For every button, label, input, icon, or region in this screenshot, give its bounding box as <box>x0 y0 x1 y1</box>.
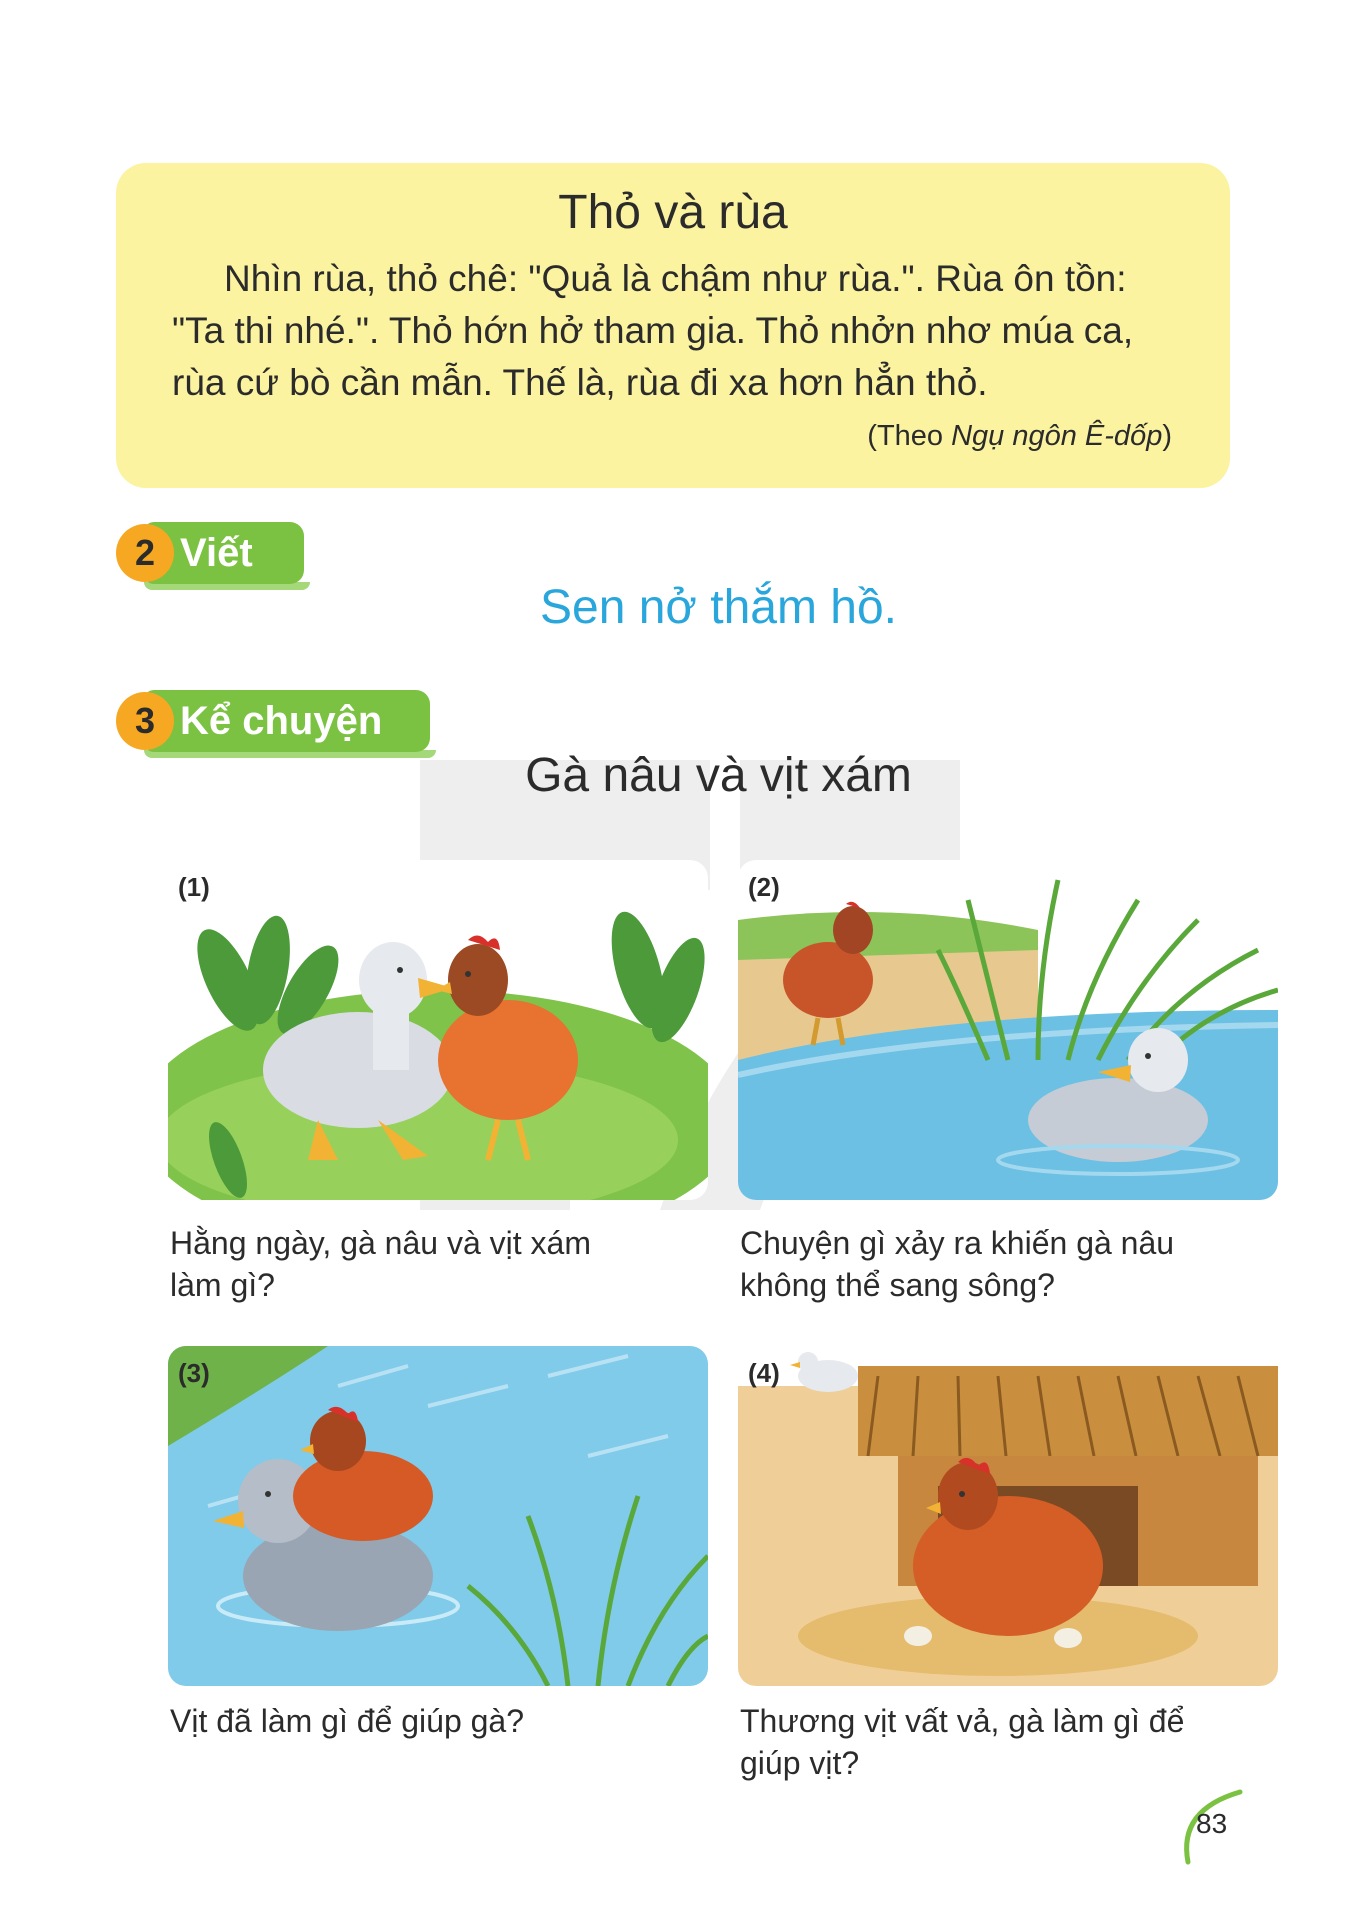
caption-line: làm gì? <box>170 1267 275 1303</box>
panel-2-illustration <box>738 860 1278 1200</box>
caption-line: Vịt đã làm gì để giúp gà? <box>170 1703 525 1739</box>
caption-line: giúp vịt? <box>740 1745 860 1781</box>
panel-4-caption <box>740 1700 1230 1784</box>
caption-line: Hằng ngày, gà nâu và vịt xám <box>170 1225 591 1261</box>
source-prefix: (Theo <box>867 420 952 452</box>
reading-line: Nhìn rùa, thỏ chê: "Quả là chậm như rùa.". Rùa ôn tồn: <box>224 258 1127 299</box>
caption-line: Thương vịt vất vả, gà làm gì để <box>740 1703 1185 1739</box>
panel-1-illustration <box>168 860 708 1200</box>
story-panel-3 <box>168 1346 708 1686</box>
panel-2-caption <box>740 1222 1230 1306</box>
reading-title: Thỏ và rùa <box>558 186 788 239</box>
panel-3-number: (3) <box>178 1358 210 1388</box>
story-title: Gà nâu và vịt xám <box>525 749 912 802</box>
page-number: 83 <box>1196 1808 1228 1839</box>
section-3-label: Kể chuyện <box>180 699 383 743</box>
panel-4-number: (4) <box>748 1358 780 1388</box>
write-sample: Sen nở thắm hồ. <box>539 581 898 634</box>
reading-line: rùa cứ bò cần mẫn. Thế là, rùa đi xa hơn hẳn thỏ. <box>172 362 988 403</box>
story-panel-4 <box>738 1346 1278 1686</box>
panel-2-number: (2) <box>748 872 780 902</box>
caption-line: không thể sang sông? <box>740 1267 1055 1303</box>
panel-3-illustration <box>168 1346 708 1686</box>
story-panel-1 <box>168 860 708 1200</box>
panel-1-number: (1) <box>178 872 210 902</box>
section-3-tab <box>116 682 436 752</box>
panel-3-caption <box>170 1700 660 1742</box>
panel-4-illustration <box>738 1346 1278 1686</box>
source-title: Ngụ ngôn Ê-dốp <box>951 420 1163 452</box>
caption-line: Chuyện gì xảy ra khiến gà nâu <box>740 1225 1175 1261</box>
reading-box <box>116 163 1230 488</box>
reading-line: "Ta thi nhé.". Thỏ hớn hở tham gia. Thỏ nhởn nhơ múa ca, <box>172 310 1134 351</box>
section-3-number: 3 <box>116 692 174 750</box>
section-2-label: Viết <box>180 531 253 575</box>
section-2-tab <box>116 514 306 584</box>
source-suffix: ) <box>1162 420 1172 452</box>
story-panel-2 <box>738 860 1278 1200</box>
reading-body <box>172 253 1174 409</box>
panel-1-caption <box>170 1222 660 1306</box>
section-2-number: 2 <box>116 524 174 582</box>
reading-source <box>867 420 1172 453</box>
